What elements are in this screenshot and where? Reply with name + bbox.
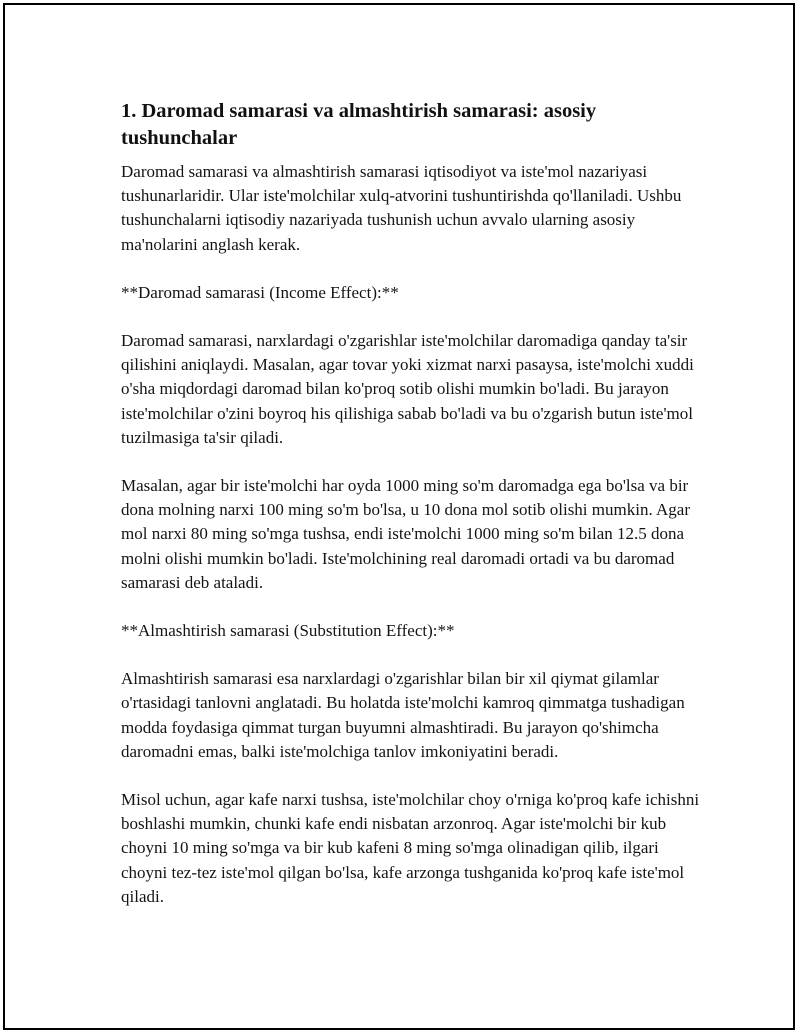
income-effect-subheading: **Daromad samarasi (Income Effect):**: [121, 282, 399, 302]
section-heading: 1. Daromad samarasi va almashtirish samarasi: asosiy tushunchalar: [121, 100, 597, 149]
substitution-effect-example-paragraph: Misol uchun, agar kafe narxi tushsa, iste'molchilar choy o'rniga ko'proq kafe ichishni boshlashi mumkin, chunki kafe endi nisbatan arzonroq. Agar iste'molchi bir kub choyni 10 ming so'mga va bir kub kafeni 8 ming so'mga olinadigan qilib, ilgari choyni tez-tez iste'mol qilgan bo'lsa, kafe arzonga tushganida ko'proq kafe iste'mol qiladi.: [121, 790, 700, 906]
page-frame: [3, 3, 795, 1030]
income-effect-paragraph: Daromad samarasi, narxlardagi o'zgarishlar iste'molchilar daromadiga qanday ta'sir qilishini aniqlaydi. Masalan, agar tovar yoki xizmat narxi pasaysa, iste'molchi xuddi o'sha miqdordagi daromad bilan ko'proq sotib olishi mumkin bo'ladi. Bu jarayon iste'molchilar o'zini boyroq his qilishiga sabab bo'ladi va bu o'zgarish butun iste'mol tuzilmasiga ta'sir qiladi.: [121, 331, 694, 447]
document-body: [121, 98, 701, 933]
intro-paragraph: Daromad samarasi va almashtirish samarasi iqtisodiyot va iste'mol nazariyasi tushunarlaridir. Ular iste'molchilar xulq-atvorini tushuntirishda qo'llaniladi. Ushbu tushunchalarni iqtisodiy nazariyada tushunish uchun avvalo ularning asosiy ma'nolarini anglash kerak.: [121, 162, 682, 254]
income-effect-example-paragraph: Masalan, agar bir iste'molchi har oyda 1000 ming so'm daromadga ega bo'lsa va bir dona molning narxi 100 ming so'm bo'lsa, u 10 dona mol sotib olishi mumkin. Agar mol narxi 80 ming so'mga tushsa, endi iste'molchi 1000 ming so'm bilan 12.5 dona molni olishi mumkin bo'ladi. Iste'molchining real daromadi ortadi va bu daromad samarasi deb ataladi.: [121, 476, 690, 592]
substitution-effect-subheading: **Almashtirish samarasi (Substitution Effect):**: [121, 621, 455, 641]
substitution-effect-paragraph: Almashtirish samarasi esa narxlardagi o'zgarishlar bilan bir xil qiymat gilamlar o'rtasidagi tanlovni anglatadi. Bu holatda iste'molchi kamroq qimmatga tushadigan modda foydasiga qimmat turgan buyumni almashtiradi. Bu jarayon qo'shimcha daromadni emas, balki iste'molchiga tanlov imkoniyatini beradi.: [121, 669, 685, 761]
